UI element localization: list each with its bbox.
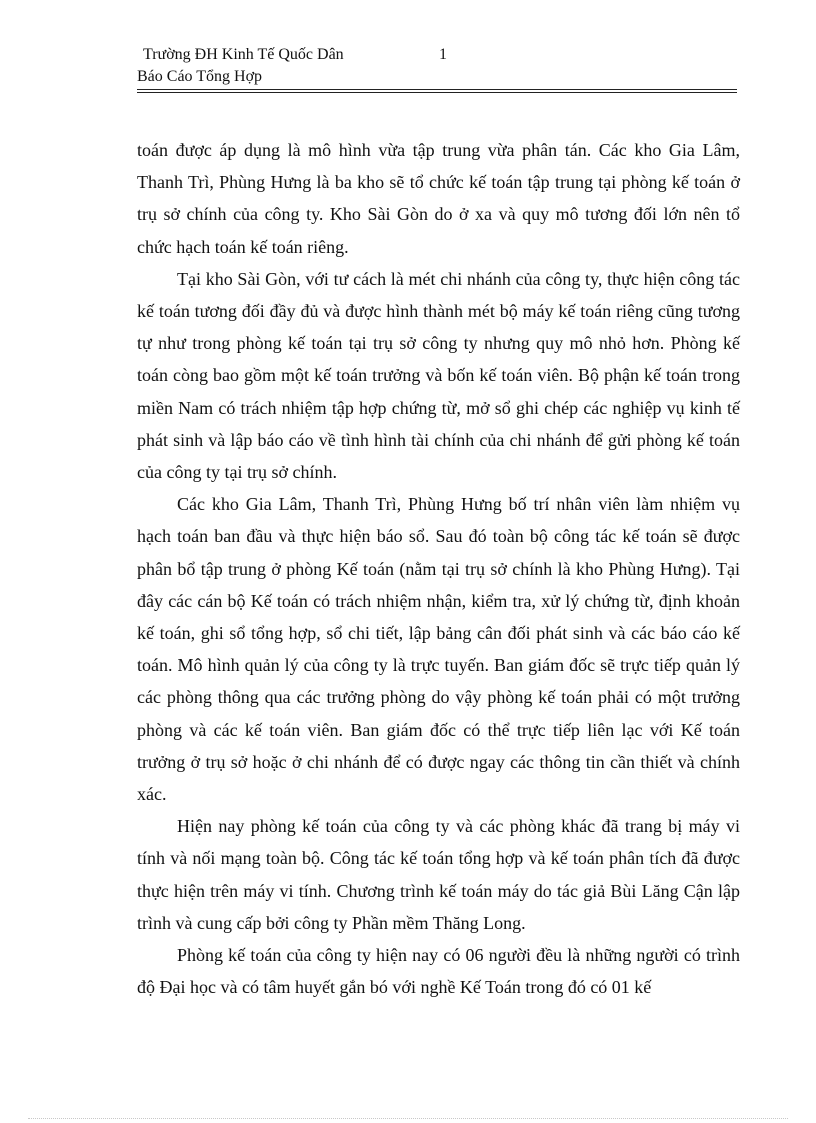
header-report-title: Báo Cáo Tổng Hợp <box>137 68 263 85</box>
paragraph-staff: Phòng kế toán của công ty hiện nay có 06 người đều là những người có trình độ Đại học và có tâm huyết gắn bó với nghề Kế Toán trong đó có 01 kế <box>137 945 740 998</box>
paragraph-continuation: toán được áp dụng là mô hình vừa tập trung vừa phân tán. Các kho Gia Lâm, Thanh Trì, Phùng Hưng là ba kho sẽ tổ chức kế toán tập trung tại phòng kế toán ở trụ sở chính của công ty. Kho Sài Gòn do ở xa và quy mô tương đối lớn nên tổ chức hạch toán kế toán riêng. <box>137 140 740 257</box>
header-divider-top <box>137 89 737 90</box>
paragraph-saigon-branch: Tại kho Sài Gòn, với tư cách là mét chi nhánh của công ty, thực hiện công tác kế toán tương đối đầy đủ và được hình thành mét bộ máy kế toán riêng cũng tương tự như trong phòng kế toán tại trụ sở công ty nhưng quy mô nhỏ hơn. Phòng kế toán còng bao gồm một kế toán trưởng và bốn kế toán viên. Bộ phận kế toán trong miền Nam có trách nhiệm tập hợp chứng từ, mở sổ ghi chép các nghiệp vụ kinh tế phát sinh và lập báo cáo về tình hình tài chính của chi nhánh để gửi phòng kế toán của công ty tại trụ sở chính. <box>137 268 740 483</box>
paragraph-warehouses: Các kho Gia Lâm, Thanh Trì, Phùng Hưng bố trí nhân viên làm nhiệm vụ hạch toán ban đầu và thực hiện báo sổ. Sau đó toàn bộ công tác kế toán sẽ được phân bổ tập trung ở phòng Kế toán (nằm tại trụ sở chính là kho Phùng Hưng). Tại đây các cán bộ Kế toán có trách nhiệm nhận, kiểm tra, xử lý chứng từ, định khoản kế toán, ghi sổ tổng hợp, sổ chi tiết, lập bảng cân đối phát sinh và các báo cáo kế toán. Mô hình quản lý của công ty là trực tuyến. Ban giám đốc sẽ trực tiếp quản lý các phòng thông qua các trưởng phòng do vậy phòng kế toán phải có một trưởng phòng và các kế toán viên. Ban giám đốc có thể trực tiếp liên lạc với Kế toán trưởng ở trụ sở hoặc ở chi nhánh để có được ngay các thông tin cần thiết và chính xác. <box>137 494 740 805</box>
header-page-number: 1 <box>439 46 447 63</box>
document-body <box>137 134 740 1003</box>
header-divider-bottom <box>137 92 737 93</box>
header-school-name: Trường ĐH Kinh Tế Quốc Dân <box>143 46 344 63</box>
paragraph-computerization: Hiện nay phòng kế toán của công ty và các phòng khác đã trang bị máy vi tính và nối mạng toàn bộ. Công tác kế toán tổng hợp và kế toán phân tích đã được thực hiện trên máy vi tính. Chương trình kế toán máy do tác giả Bùi Lăng Cận lập trình và cung cấp bởi công ty Phần mềm Thăng Long. <box>137 816 740 933</box>
page-bottom-border <box>28 1118 788 1119</box>
